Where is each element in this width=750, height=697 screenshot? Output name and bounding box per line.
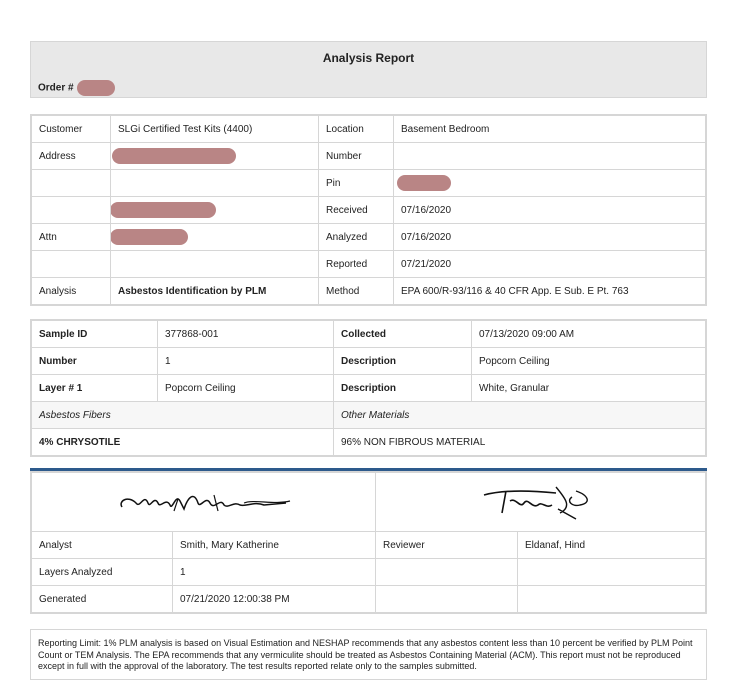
table-row (32, 402, 706, 429)
table-row (32, 348, 706, 375)
label-analyst: Analyst (32, 532, 173, 559)
analyst-signature-image (114, 481, 294, 521)
analyst-signature (32, 473, 376, 532)
value-sample-id: 377868-001 (158, 321, 334, 348)
value-address-2 (111, 197, 319, 224)
value-location: Basement Bedroom (394, 116, 706, 143)
label-location: Location (319, 116, 394, 143)
report-header (30, 41, 707, 98)
value-description: Popcorn Ceiling (472, 348, 706, 375)
sample-table (30, 319, 707, 457)
value-reported: 07/21/2020 (394, 251, 706, 278)
reviewer-signature-image (476, 479, 606, 523)
redacted-attn (111, 229, 189, 245)
signature-row (32, 473, 706, 532)
label-received: Received (319, 197, 394, 224)
label-attn: Attn (32, 224, 111, 251)
label-analysis: Analysis (32, 278, 111, 305)
value-layers-analyzed: 1 (173, 559, 376, 586)
value-other-materials: 96% NON FIBROUS MATERIAL (334, 429, 706, 456)
page-title: Analysis Report (322, 51, 415, 65)
label-reviewer: Reviewer (376, 532, 518, 559)
redacted-address-2 (111, 202, 217, 218)
table-row (32, 170, 706, 197)
label-description: Description (334, 348, 472, 375)
label-other-materials: Other Materials (334, 402, 706, 429)
reporting-limit-note: Reporting Limit: 1% PLM analysis is based on Visual Estimation and NESHAP recommends that any asbestos content less than 10 percent be verified by PLM Point Count or TEM Analysis. The EPA recommends that any vermiculite should be treated as Asbestos Containing Material (ACM). This report must not be reproduced except in full with the approval of the laboratory. The test results reported relate only to the samples submitted. (30, 629, 707, 680)
table-row (32, 143, 706, 170)
label-number: Number (319, 143, 394, 170)
reviewer-signature (376, 473, 706, 532)
table-row (32, 429, 706, 456)
value-layer-description: White, Granular (472, 375, 706, 402)
label-sample-id: Sample ID (32, 321, 158, 348)
value-number (394, 143, 706, 170)
value-collected: 07/13/2020 09:00 AM (472, 321, 706, 348)
value-asbestos-fibers: 4% CHRYSOTILE (32, 429, 334, 456)
redacted-pin (397, 175, 451, 191)
label-collected: Collected (334, 321, 472, 348)
value-customer: SLGi Certified Test Kits (4400) (111, 116, 319, 143)
value-analyzed: 07/16/2020 (394, 224, 706, 251)
label-reported: Reported (319, 251, 394, 278)
label-customer: Customer (32, 116, 111, 143)
signoff-table (30, 471, 707, 614)
value-attn (111, 224, 319, 251)
value-received: 07/16/2020 (394, 197, 706, 224)
order-number (38, 80, 115, 96)
redacted-address (112, 148, 236, 164)
value-analyst: Smith, Mary Katherine (173, 532, 376, 559)
label-address: Address (32, 143, 111, 170)
label-method: Method (319, 278, 394, 305)
order-label: Order # (38, 82, 74, 94)
table-row (32, 559, 706, 586)
label-generated: Generated (32, 586, 173, 613)
label-asbestos-fibers: Asbestos Fibers (32, 402, 334, 429)
table-row (32, 197, 706, 224)
value-pin (394, 170, 706, 197)
value-analysis: Asbestos Identification by PLM (111, 278, 319, 305)
table-row (32, 532, 706, 559)
label-pin: Pin (319, 170, 394, 197)
value-reviewer: Eldanaf, Hind (518, 532, 706, 559)
table-row (32, 321, 706, 348)
value-address (111, 143, 319, 170)
value-method: EPA 600/R-93/116 & 40 CFR App. E Sub. E Pt. 763 (394, 278, 706, 305)
table-row (32, 586, 706, 613)
label-layers-analyzed: Layers Analyzed (32, 559, 173, 586)
table-row (32, 375, 706, 402)
table-row (32, 116, 706, 143)
label-layer: Layer # 1 (32, 375, 158, 402)
label-sample-number: Number (32, 348, 158, 375)
value-sample-number: 1 (158, 348, 334, 375)
redacted-order (77, 80, 115, 96)
label-analyzed: Analyzed (319, 224, 394, 251)
table-row (32, 251, 706, 278)
value-layer: Popcorn Ceiling (158, 375, 334, 402)
table-row (32, 278, 706, 305)
label-layer-description: Description (334, 375, 472, 402)
table-row (32, 224, 706, 251)
value-generated: 07/21/2020 12:00:38 PM (173, 586, 376, 613)
client-info-table (30, 114, 707, 306)
